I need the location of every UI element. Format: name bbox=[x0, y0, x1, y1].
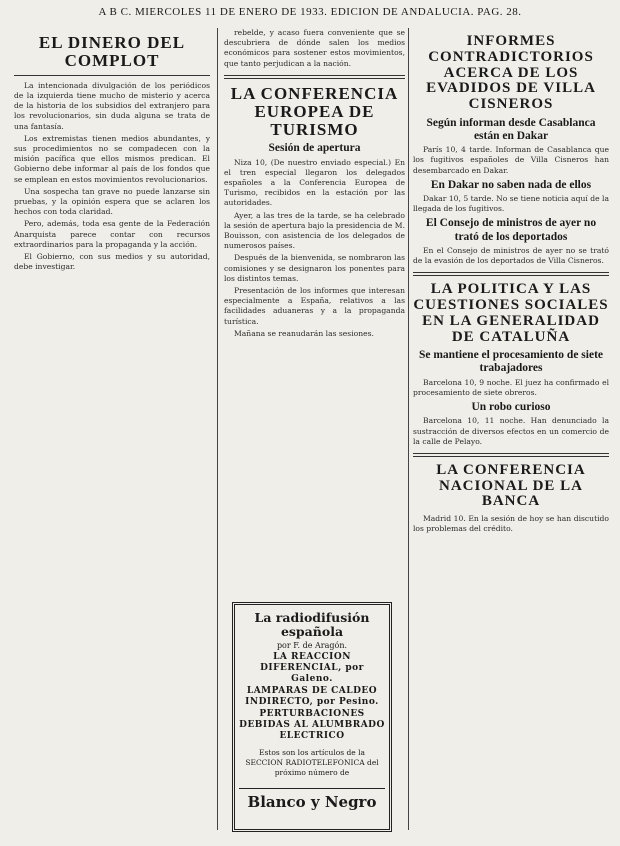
ad-line: LA REACCION DIFERENCIAL, por Galeno. bbox=[260, 652, 364, 684]
article-headline: INFORMES CONTRADICTORIOS ACERCA DE LOS EVADIDOS DE VILLA CISNEROS bbox=[426, 33, 596, 112]
article-paragraph: Después de la bienvenida, se nombraron las comisiones y se designaron los ponentes para los distintos temas. bbox=[224, 253, 405, 283]
article-headline: LA CONFERENCIA EUROPEA DE TURISMO bbox=[230, 83, 399, 139]
article-paragraph: Niza 10, (De nuestro enviado especial.) En el tren especial llegaron los delegados españoles a la Conferencia Europea de Turismo, recibidos en la estación por las autoridades. bbox=[224, 157, 405, 208]
article-paragraph: París 10, 4 tarde. Informan de Casablanca que los fugitivos españoles de Villa Cisneros han desembarcado en Dakar. bbox=[413, 145, 609, 175]
article-subhead: El Consejo de ministros de ayer no trató de los deportados bbox=[425, 217, 597, 243]
ad-line: PERTURBACIONES DEBIDAS AL ALUMBRADO ELECTRICO bbox=[239, 709, 385, 741]
ad-line: LAMPARAS DE CALDEO INDIRECTO, por Pesino. bbox=[245, 686, 379, 707]
ad-brand: Blanco y Negro bbox=[239, 788, 385, 811]
article-paragraph: Presentación de los informes que interesan especialmente a España, relativos a las facilidades aduaneras y a la propaganda turística. bbox=[224, 286, 405, 326]
article-paragraph: Los extremistas tienen medios abundantes, y sus procedimientos no se compadecen con la misión pacífica que ellos mismos predican. El Gobierno debe informar al país de los fondos que se emplean en estos movimientos revolucionarios. bbox=[14, 133, 210, 184]
ad-note: Estos son los artículos de la SECCION RADIOTELEFONICA del próximo número de bbox=[245, 748, 379, 777]
divider bbox=[14, 75, 210, 76]
article-paragraph: Barcelona 10, 11 noche. Han denunciado la sustracción de diversos efectos en un comercio de la calle de Pelayo. bbox=[413, 416, 609, 446]
column-left bbox=[14, 28, 210, 836]
masthead: A B C. MIERCOLES 11 DE ENERO DE 1933. EDICION DE ANDALUCIA. PAG. 28. bbox=[98, 6, 522, 18]
article-paragraph: El Gobierno, con sus medios y su autoridad, debe investigar. bbox=[14, 251, 210, 272]
column-rule bbox=[217, 28, 218, 830]
article-paragraph: Una sospecha tan grave no puede lanzarse sin pruebas, y la opinión espera que se aclaren los hechos con toda claridad. bbox=[14, 186, 210, 217]
article-headline: EL DINERO DEL COMPLOT bbox=[38, 33, 186, 70]
article-paragraph: La intencionada divulgación de los periódicos de la izquierda tiene mucho de misterio y acerca de la historia de los subsidios del extranjero para los revolucionarios, sin duda alguna se trata de una fantasía. bbox=[14, 80, 210, 131]
ad-byline: por F. de Aragón. bbox=[276, 641, 348, 650]
advertisement-box bbox=[232, 602, 392, 832]
article-paragraph: Mañana se reanudarán las sesiones. bbox=[234, 328, 374, 338]
article-paragraph: En el Consejo de ministros de ayer no se trató de la evasión de los deportados de Villa Cisneros. bbox=[413, 245, 609, 266]
article-subhead: Un robo curioso bbox=[471, 401, 551, 414]
ad-title: La radiodifusión española bbox=[254, 610, 370, 639]
article-paragraph: Pero, además, toda esa gente de la Federación Anarquista parece contar con recursos extraordinarios para la propaganda y la acción. bbox=[14, 219, 210, 249]
divider bbox=[413, 272, 609, 276]
article-subhead: En Dakar no saben nada de ellos bbox=[430, 178, 592, 191]
article-paragraph: Ayer, a las tres de la tarde, se ha celebrado la sesión de apertura bajo la presidencia de M. Bouisson, con asistencia de los delegados de numerosos países. bbox=[224, 210, 405, 251]
article-subhead: Se mantiene el procesamiento de siete trabajadores bbox=[418, 349, 604, 375]
divider bbox=[413, 453, 609, 457]
article-subhead: Sesión de apertura bbox=[268, 142, 361, 155]
article-headline: LA CONFERENCIA NACIONAL DE LA BANCA bbox=[436, 461, 586, 510]
divider bbox=[224, 75, 405, 79]
article-paragraph: Madrid 10. En la sesión de hoy se han discutido los problemas del crédito. bbox=[413, 514, 609, 534]
article-paragraph: Dakar 10, 5 tarde. No se tiene noticia aquí de la llegada de los fugitivos. bbox=[413, 194, 609, 214]
column-rule bbox=[408, 28, 409, 830]
column-right bbox=[413, 28, 609, 836]
article-paragraph: Barcelona 10, 9 noche. El juez ha confirmado el procesamiento de siete obreros. bbox=[413, 377, 609, 397]
article-headline: LA POLITICA Y LAS CUESTIONES SOCIALES EN LA GENERALIDAD DE CATALUÑA bbox=[413, 281, 609, 345]
article-subhead: Según informan desde Casablanca están en Dakar bbox=[426, 116, 596, 142]
article-paragraph: rebelde, y acaso fuera conveniente que se descubriera de dónde salen los medios económicos para sostener estos movimientos, que tanto perjudican a la nación. bbox=[224, 28, 405, 68]
